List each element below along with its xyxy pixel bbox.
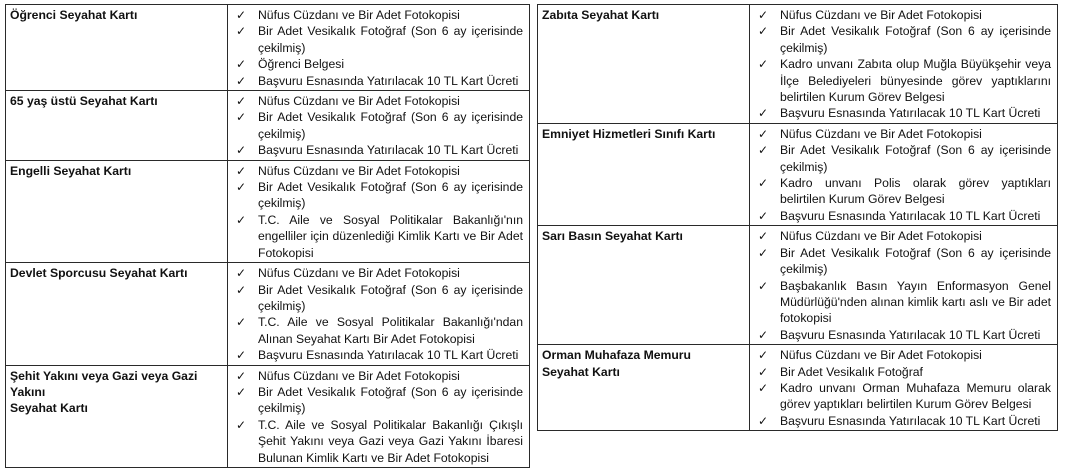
requirement-item xyxy=(758,23,1051,56)
requirement-text: Öğrenci Belgesi xyxy=(258,57,345,72)
right-table-body xyxy=(538,5,1058,431)
requirement-text: T.C. Aile ve Sosyal Politikalar Bakanlığı Çıkışlı Şehit Yakını veya Gazi veya Gazi Yakını İbaresi Bulunan Kimlik Kartı ve Bir Adet Fotokopisi xyxy=(258,417,523,465)
requirements-list xyxy=(236,163,523,261)
requirements-list xyxy=(236,93,523,159)
checkmark-icon: ✓ xyxy=(236,417,247,432)
requirement-item xyxy=(758,105,1051,121)
card-type-name-line: Sarı Basın Seyahat Kartı xyxy=(542,229,683,244)
requirement-item xyxy=(236,368,523,384)
requirement-item xyxy=(758,347,1051,363)
requirements-cell xyxy=(228,263,530,365)
requirement-item xyxy=(236,142,523,158)
checkmark-icon: ✓ xyxy=(758,176,769,191)
requirement-item xyxy=(236,23,523,56)
requirement-item xyxy=(758,413,1051,429)
card-type-name-line: Seyahat Kartı xyxy=(10,401,88,416)
requirement-item xyxy=(758,142,1051,175)
card-type-name-line: Orman Muhafaza Memuru xyxy=(542,348,691,363)
requirement-item xyxy=(758,228,1051,244)
requirement-item xyxy=(758,278,1051,327)
card-type-name-line: Emniyet Hizmetleri Sınıfı Kartı xyxy=(542,126,716,141)
requirement-text: Nüfus Cüzdanı ve Bir Adet Fotokopisi xyxy=(780,8,982,22)
requirement-item xyxy=(236,384,523,417)
requirements-cell xyxy=(228,5,530,91)
requirements-cell xyxy=(228,365,530,467)
requirements-list xyxy=(758,126,1051,224)
left-table-body xyxy=(6,5,530,468)
requirement-item xyxy=(236,109,523,142)
requirement-item xyxy=(236,265,523,281)
requirement-item xyxy=(236,417,523,466)
card-row xyxy=(6,365,530,467)
checkmark-icon: ✓ xyxy=(758,24,769,39)
requirement-item xyxy=(236,93,523,109)
requirement-text: Nüfus Cüzdanı ve Bir Adet Fotokopisi xyxy=(258,368,460,383)
right-card-table xyxy=(537,4,1058,431)
requirement-item xyxy=(236,282,523,315)
card-type-name xyxy=(538,226,750,345)
requirement-item xyxy=(236,163,523,179)
checkmark-icon: ✓ xyxy=(758,245,769,260)
card-row xyxy=(538,226,1058,345)
requirement-item xyxy=(758,364,1051,380)
requirement-text: Bir Adet Vesikalık Fotoğraf (Son 6 ay içerisinde çekilmiş) xyxy=(258,282,523,313)
checkmark-icon: ✓ xyxy=(758,278,769,293)
requirement-item xyxy=(758,208,1051,224)
checkmark-icon: ✓ xyxy=(758,126,769,141)
requirement-item xyxy=(758,7,1051,23)
requirement-text: Nüfus Cüzdanı ve Bir Adet Fotokopisi xyxy=(780,229,982,244)
checkmark-icon: ✓ xyxy=(236,282,247,297)
card-type-name-line: Şehit Yakını veya Gazi veya Gazi Yakını xyxy=(10,368,198,399)
requirements-cell xyxy=(750,226,1058,345)
card-type-name xyxy=(6,91,228,161)
requirements-list xyxy=(236,368,523,466)
card-type-name-line: Öğrenci Seyahat Kartı xyxy=(10,8,138,22)
left-card-table xyxy=(5,4,530,468)
checkmark-icon: ✓ xyxy=(236,110,247,125)
requirement-text: T.C. Aile ve Sosyal Politikalar Bakanlığı'nın engelliler için düzenlediği Kimlik Kartı ve Bir Adet Fotokopisi xyxy=(258,212,523,260)
checkmark-icon: ✓ xyxy=(236,73,247,88)
requirements-list xyxy=(236,7,523,89)
checkmark-icon: ✓ xyxy=(236,94,247,109)
requirements-list xyxy=(236,265,523,363)
card-type-name-line: Seyahat Kartı xyxy=(542,364,620,379)
requirement-text: Başvuru Esnasında Yatırılacak 10 TL Kart Ücreti xyxy=(780,327,1041,342)
card-row xyxy=(538,5,1058,124)
checkmark-icon: ✓ xyxy=(758,143,769,158)
requirements-list xyxy=(758,228,1051,343)
checkmark-icon: ✓ xyxy=(236,384,247,399)
requirement-text: Bir Adet Vesikalık Fotoğraf (Son 6 ay içerisinde çekilmiş) xyxy=(258,110,523,141)
requirement-text: Nüfus Cüzdanı ve Bir Adet Fotokopisi xyxy=(258,266,460,281)
requirements-cell xyxy=(750,5,1058,124)
checkmark-icon: ✓ xyxy=(236,368,247,383)
card-row xyxy=(6,263,530,365)
requirements-cell xyxy=(750,123,1058,225)
checkmark-icon: ✓ xyxy=(236,315,247,330)
card-row xyxy=(538,345,1058,431)
requirement-text: Kadro unvanı Polis olarak görev yaptıkları belirtilen Kurum Görev Belgesi xyxy=(780,176,1051,207)
requirement-item xyxy=(758,327,1051,343)
requirement-item xyxy=(758,175,1051,208)
checkmark-icon: ✓ xyxy=(236,180,247,195)
card-type-name xyxy=(538,123,750,225)
requirement-text: Nüfus Cüzdanı ve Bir Adet Fotokopisi xyxy=(258,94,460,109)
requirement-text: Bir Adet Vesikalık Fotoğraf (Son 6 ay içerisinde çekilmiş) xyxy=(780,143,1051,174)
requirement-item xyxy=(758,56,1051,105)
requirement-item xyxy=(758,126,1051,142)
checkmark-icon: ✓ xyxy=(236,163,247,178)
requirement-text: Bir Adet Vesikalık Fotoğraf (Son 6 ay içerisinde çekilmiş) xyxy=(780,245,1051,277)
requirement-text: Başvuru Esnasında Yatırılacak 10 TL Kart Ücreti xyxy=(780,208,1041,223)
requirements-cell xyxy=(228,160,530,262)
requirement-text: Kadro unvanı Orman Muhafaza Memuru olarak görev yaptıkları belirtilen Kurum Görev Belgesi xyxy=(780,380,1051,412)
checkmark-icon: ✓ xyxy=(236,57,247,72)
checkmark-icon: ✓ xyxy=(758,327,769,342)
requirement-text: Başbakanlık Basın Yayın Enformasyon Genel Müdürlüğü'nden alınan kimlik kartı aslı ve Bir adet fotokopisi xyxy=(780,278,1051,326)
card-row xyxy=(6,91,530,161)
requirements-list xyxy=(758,7,1051,122)
card-type-name xyxy=(538,5,750,124)
card-row xyxy=(538,123,1058,225)
requirement-text: Başvuru Esnasında Yatırılacak 10 TL Kart Ücreti xyxy=(258,73,519,88)
checkmark-icon: ✓ xyxy=(758,413,769,428)
requirement-text: Nüfus Cüzdanı ve Bir Adet Fotokopisi xyxy=(780,348,982,363)
card-type-name-line: 65 yaş üstü Seyahat Kartı xyxy=(10,94,158,109)
requirement-text: Bir Adet Vesikalık Fotoğraf (Son 6 ay içerisinde çekilmiş) xyxy=(258,24,523,55)
requirement-text: Bir Adet Vesikalık Fotoğraf (Son 6 ay içerisinde çekilmiş) xyxy=(780,24,1051,55)
checkmark-icon: ✓ xyxy=(758,380,769,395)
checkmark-icon: ✓ xyxy=(236,143,247,158)
card-type-name-line: Devlet Sporcusu Seyahat Kartı xyxy=(10,266,188,281)
card-type-name xyxy=(6,160,228,262)
requirement-text: Bir Adet Vesikalık Fotoğraf (Son 6 ay içerisinde çekilmiş) xyxy=(258,384,523,416)
checkmark-icon: ✓ xyxy=(236,8,247,22)
requirement-text: Nüfus Cüzdanı ve Bir Adet Fotokopisi xyxy=(780,126,982,141)
card-type-name xyxy=(6,365,228,467)
card-type-name-line: Zabıta Seyahat Kartı xyxy=(542,8,660,22)
checkmark-icon: ✓ xyxy=(236,212,247,227)
requirement-item xyxy=(236,56,523,72)
checkmark-icon: ✓ xyxy=(758,57,769,72)
checkmark-icon: ✓ xyxy=(236,266,247,281)
requirement-text: Nüfus Cüzdanı ve Bir Adet Fotokopisi xyxy=(258,8,460,22)
requirement-item xyxy=(236,179,523,212)
requirement-item xyxy=(236,7,523,23)
card-type-name-line: Engelli Seyahat Kartı xyxy=(10,163,132,178)
requirement-item xyxy=(236,73,523,89)
card-type-name xyxy=(6,5,228,91)
requirement-text: Başvuru Esnasında Yatırılacak 10 TL Kart Ücreti xyxy=(780,106,1041,121)
requirement-item xyxy=(758,245,1051,278)
requirement-text: Başvuru Esnasında Yatırılacak 10 TL Kart Ücreti xyxy=(780,413,1041,428)
checkmark-icon: ✓ xyxy=(758,364,769,379)
requirement-text: T.C. Aile ve Sosyal Politikalar Bakanlığı'ndan Alınan Seyahat Kartı Bir Adet Fotokopisi xyxy=(258,315,523,346)
requirement-text: Başvuru Esnasında Yatırılacak 10 TL Kart Ücreti xyxy=(258,143,519,158)
requirement-item xyxy=(236,347,523,363)
card-type-name xyxy=(6,263,228,365)
card-type-name xyxy=(538,345,750,431)
requirement-text: Bir Adet Vesikalık Fotoğraf xyxy=(780,364,923,379)
checkmark-icon: ✓ xyxy=(758,229,769,244)
requirement-text: Kadro unvanı Zabıta olup Muğla Büyükşehir veya İlçe Belediyeleri bünyesinde görev yaptıklarını belirtilen Kurum Görev Belgesi xyxy=(780,57,1051,105)
requirement-item xyxy=(758,380,1051,413)
card-row xyxy=(6,160,530,262)
requirements-list xyxy=(758,347,1051,429)
requirements-cell xyxy=(228,91,530,161)
checkmark-icon: ✓ xyxy=(758,208,769,223)
checkmark-icon: ✓ xyxy=(236,24,247,39)
checkmark-icon: ✓ xyxy=(758,348,769,363)
requirement-text: Bir Adet Vesikalık Fotoğraf (Son 6 ay içerisinde çekilmiş) xyxy=(258,180,523,211)
checkmark-icon: ✓ xyxy=(758,8,769,22)
requirement-text: Başvuru Esnasında Yatırılacak 10 TL Kart Ücreti xyxy=(258,348,519,363)
requirement-item xyxy=(236,314,523,347)
checkmark-icon: ✓ xyxy=(758,106,769,121)
requirement-text: Nüfus Cüzdanı ve Bir Adet Fotokopisi xyxy=(258,163,460,178)
requirements-cell xyxy=(750,345,1058,431)
requirement-item xyxy=(236,212,523,261)
card-row xyxy=(6,5,530,91)
checkmark-icon: ✓ xyxy=(236,348,247,363)
